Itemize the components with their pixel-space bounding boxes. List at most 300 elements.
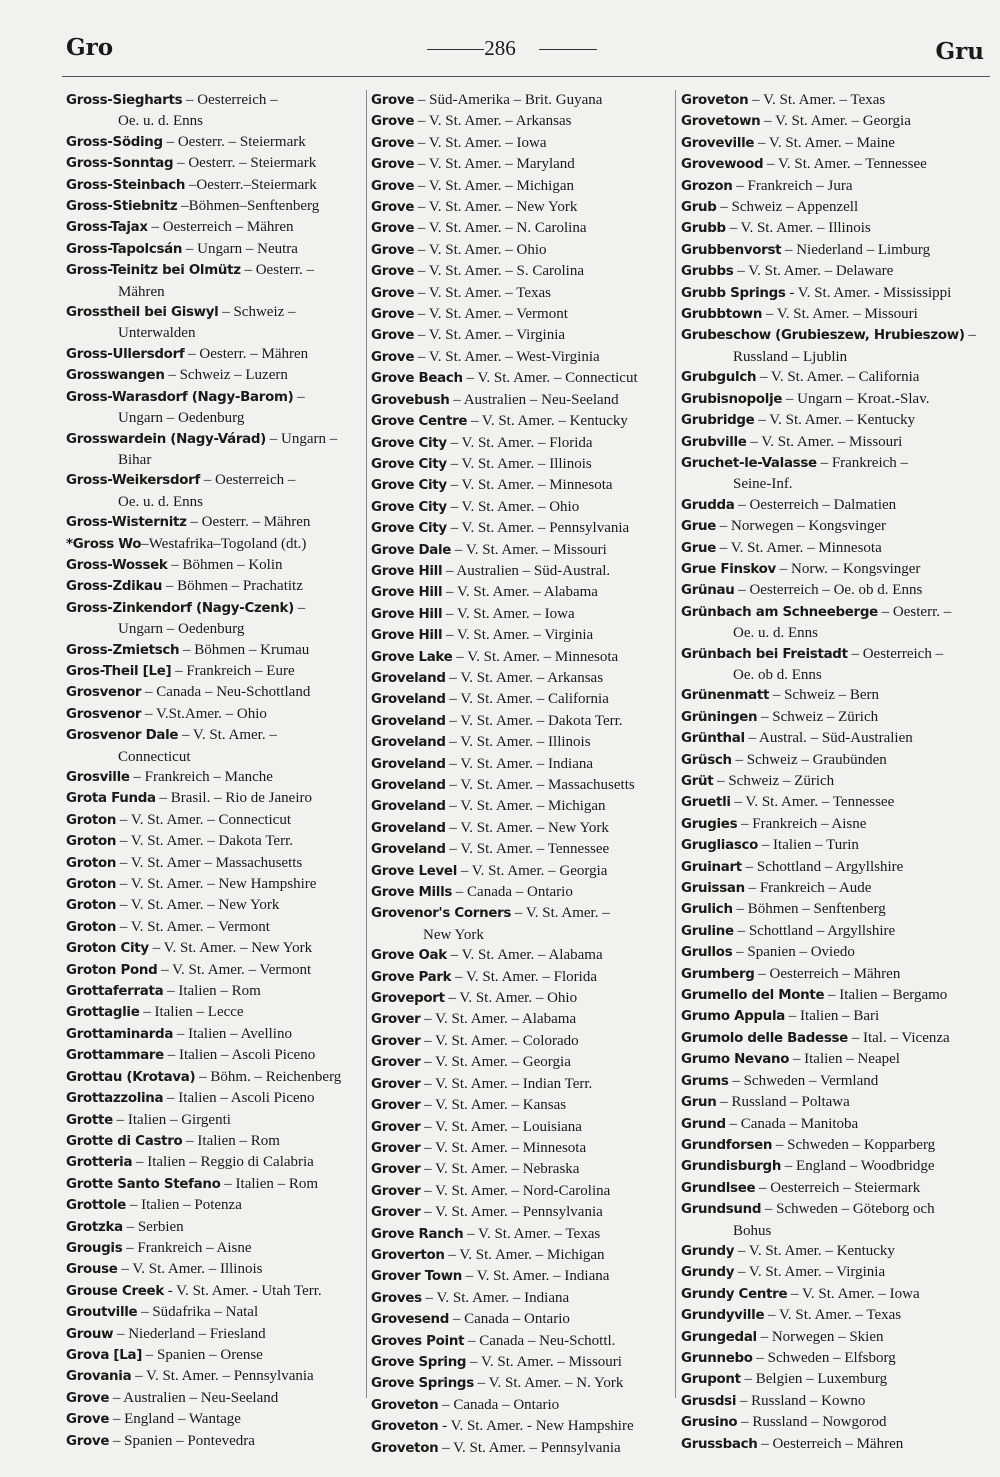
entry-location: – V. St. Amer. – Nebraska <box>420 1161 580 1178</box>
entry-headword: Grüningen <box>681 709 758 725</box>
entry-location: – V. St. Amer. – Arkansas <box>445 669 604 686</box>
entry-continuation: Ungarn – Oedenburg <box>118 410 245 427</box>
entry-headword: Grubbs <box>681 264 734 280</box>
entry-continuation: Oe. u. d. Enns <box>733 625 818 642</box>
entry <box>66 1024 362 1045</box>
entry <box>371 1031 667 1052</box>
entry-location: – Ungarn – Neutra <box>182 240 298 257</box>
entry-headword: Gross-Warasdorf (Nagy-Barom) <box>66 389 294 405</box>
entry-headword: Grubbtown <box>681 307 763 323</box>
entry <box>681 1178 986 1199</box>
entry-location: – Böhmen – Prachatitz <box>162 578 303 595</box>
entry-headword: Grubisnopolje <box>681 391 783 407</box>
entry-headword: Groveland <box>371 756 446 772</box>
entry <box>66 153 362 174</box>
entry-location: – Brasil. – Rio de Janeiro <box>155 790 312 807</box>
entry-continuation: Mähren <box>118 283 165 300</box>
entry-headword: Groton Pond <box>66 962 158 978</box>
entry <box>66 1345 362 1366</box>
entry-headword: Grove <box>371 135 415 151</box>
entry <box>66 1131 362 1152</box>
entry <box>371 1373 667 1394</box>
entry <box>371 111 667 132</box>
entry-location: – Schweden – Vermland <box>728 1072 879 1089</box>
entry-headword: Grottau (Krotava) <box>66 1069 196 1085</box>
entry-headword: Grubridge <box>681 413 755 429</box>
page-number: 286 <box>484 36 516 60</box>
entry-headword: Gross-Sonntag <box>66 156 174 172</box>
entry-headword: Grove City <box>371 456 447 472</box>
entry-headword: Groton <box>66 855 117 871</box>
entry-headword: Grove <box>66 1390 110 1406</box>
entry-location: –Oesterr.–Steiermark <box>185 176 317 193</box>
entry-headword: Grover <box>371 1055 421 1071</box>
entry-headword: Grottammare <box>66 1048 164 1064</box>
entry-location: – Norw. – Kongsvinger <box>776 560 921 577</box>
entry-continuation: Oe. ob d. Enns <box>733 666 822 683</box>
entry-location: – V. St. Amer. – Tennessee <box>445 841 610 858</box>
entry-continuation: Russland – Ljublin <box>733 348 848 365</box>
entry <box>371 1352 667 1373</box>
entry-location: – Canada – Ontario <box>449 1311 570 1328</box>
entry-location: – Canada – Ontario <box>452 884 573 901</box>
entry <box>66 661 362 682</box>
entry-headword: Grova [La] <box>66 1347 143 1363</box>
entry-location: – Oesterr. – <box>240 262 315 279</box>
entry <box>681 1156 986 1177</box>
entry-location: – V. St. Amer. – Maine <box>754 134 895 151</box>
entry <box>681 133 986 154</box>
entry-location: – Schottland – Argyllshire <box>741 858 904 875</box>
entry-headword: Gross-Söding <box>66 134 163 150</box>
entry-headword: Grugies <box>681 816 738 832</box>
entry <box>681 602 986 644</box>
entry-location: – V. St. Amer. – N. York <box>473 1375 624 1392</box>
entry <box>371 475 667 496</box>
entry-headword: *Gross Wo <box>66 536 142 552</box>
entry-location: – Spanien – Oviedo <box>732 944 855 961</box>
entry-location: – V. St. Amer. – Texas <box>764 1307 902 1324</box>
entry <box>681 1412 986 1433</box>
entry <box>66 960 362 981</box>
entry <box>681 964 986 985</box>
entry <box>371 711 667 732</box>
entry <box>66 1366 362 1387</box>
entry-headword: Grundy Centre <box>681 1286 788 1302</box>
entry-location: – V. St. Amer. – Dakota Terr. <box>116 833 294 850</box>
entry <box>681 304 986 325</box>
entry <box>371 1117 667 1138</box>
entry-location: – Südafrika – Natal <box>137 1304 259 1321</box>
entry-headword: Grünbach am Schneeberge <box>681 604 878 620</box>
entry-location: – Böhm. – Reichenberg <box>195 1068 342 1085</box>
entry-headword: Grubbenvorst <box>681 242 782 258</box>
entry <box>66 1238 362 1259</box>
entry-continuation: Oe. u. d. Enns <box>118 113 203 130</box>
entry-location: – Oesterreich – <box>199 472 296 489</box>
entry-headword: Grove Spring <box>371 1354 467 1370</box>
entry-headword: Grove <box>371 221 415 237</box>
entry-location: – V. St. Amer. – N. Carolina <box>414 220 587 237</box>
entry-headword: Grover Town <box>371 1269 463 1285</box>
entry-location: – V. St. Amer. – Dakota Terr. <box>445 712 623 729</box>
entry <box>681 644 986 686</box>
entry <box>681 538 986 559</box>
entry-location: – Italien – Rom <box>220 1175 319 1192</box>
entry-location: – Italien – Rom <box>182 1132 280 1149</box>
entry <box>681 495 986 516</box>
entry-headword: Grove <box>371 285 415 301</box>
entry-location: – Oesterr. – Steiermark <box>173 155 317 172</box>
entry-headword: Grumo Appula <box>681 1009 786 1025</box>
entry-location: – V. St. Amer. – Minnesota <box>446 477 613 494</box>
entry-headword: Grumo Nevano <box>681 1052 790 1068</box>
entry-headword: Grun <box>681 1095 717 1111</box>
entry-headword: Grove <box>66 1412 110 1428</box>
entry <box>681 707 986 728</box>
entry <box>371 1309 667 1330</box>
entry-location: – V. St. Amer. – Kansas <box>420 1097 567 1114</box>
entry <box>681 325 986 367</box>
entry-location: – V. St. Amer. – Colorado <box>420 1032 579 1049</box>
entry-headword: Gross-Teinitz bei Olmütz <box>66 263 241 279</box>
entry <box>681 792 986 813</box>
entry-location: – Böhmen – Senftenberg <box>732 901 886 918</box>
entry-location: – Russland – Kowno <box>736 1392 866 1409</box>
entry-headword: Grotteria <box>66 1155 133 1171</box>
entry <box>66 365 362 386</box>
entry-headword: Grove <box>371 93 415 108</box>
entry <box>371 561 667 582</box>
entry-headword: Grover <box>371 1140 421 1156</box>
entry-location: – Italien – Rom <box>163 983 261 1000</box>
entry <box>371 518 667 539</box>
entry-location: – England – Woodbridge <box>781 1158 935 1175</box>
entry <box>681 1305 986 1326</box>
entry-location: – V. St. Amer. – Connecticut <box>116 811 292 828</box>
entry <box>681 1006 986 1027</box>
entry-location: – V. St. Amer. – Michigan <box>414 177 574 194</box>
entry-headword: Grove Dale <box>371 542 452 558</box>
entry-headword: Grundyville <box>681 1308 765 1324</box>
entry-location: – V. St. Amer. – Pennsylvania <box>420 1204 603 1221</box>
entry <box>371 1009 667 1030</box>
entry-headword: Grosvenor <box>66 685 142 701</box>
entry-headword: Grundy <box>681 1265 735 1281</box>
entry-location: – <box>293 388 305 405</box>
entry <box>681 878 986 899</box>
entry <box>371 1288 667 1309</box>
entry <box>371 433 667 454</box>
entry-headword: Grove Lake <box>371 649 453 665</box>
entry <box>371 1138 667 1159</box>
entry-headword: Groves Point <box>371 1333 465 1349</box>
entry-headword: Grovebush <box>371 392 450 408</box>
entry <box>681 410 986 431</box>
entry-headword: Groveland <box>371 735 446 751</box>
entry-location: – Schweiz – Zürich <box>713 773 835 789</box>
entry-headword: Gross-Zmietsch <box>66 642 180 658</box>
entry <box>66 895 362 916</box>
entry-location: – Schweiz – <box>218 304 296 321</box>
entry-headword: Grundy <box>681 1243 735 1259</box>
entry-headword: Gross-Steinbach <box>66 177 186 193</box>
entry-headword: Grove Oak <box>371 948 447 964</box>
entry-headword: Grundforsen <box>681 1137 773 1153</box>
entry-headword: Grover <box>371 1205 421 1221</box>
entry-headword: Groveland <box>371 713 446 729</box>
entry <box>66 429 362 471</box>
entry-location: – V. St. Amer – Massachusetts <box>116 854 303 871</box>
entry-headword: Grove City <box>371 499 447 515</box>
entry <box>681 283 986 304</box>
entry-headword: Groton <box>66 898 117 914</box>
entry-location: – V.St.Amer. – Ohio <box>141 705 267 722</box>
entry-headword: Grupont <box>681 1372 741 1388</box>
entry <box>371 582 667 603</box>
entry <box>681 154 986 175</box>
entry-headword: Grumello del Monte <box>681 988 825 1004</box>
entry <box>66 1195 362 1216</box>
entry-location: – Russland – Poltawa <box>716 1094 850 1111</box>
entry-location: –Böhmen–Senftenberg <box>177 198 320 215</box>
entry-location: – Schweiz – Luzern <box>164 367 288 384</box>
entry-headword: Grouse Creek <box>66 1283 164 1299</box>
entry-location: – V. St. Amer. – Missouri <box>466 1353 622 1370</box>
entry-headword: Groton City <box>66 941 149 957</box>
entry-continuation: Unterwalden <box>118 325 196 342</box>
entry <box>371 1095 667 1116</box>
entry-location: – V. St. Amer. – Minnesota <box>716 539 882 556</box>
entry <box>66 1281 362 1302</box>
entry-headword: Grove <box>371 307 415 323</box>
entry-location: – Spanien – Pontevedra <box>109 1432 255 1449</box>
entry <box>681 942 986 963</box>
entry <box>681 1135 986 1156</box>
entry-location: – Schweden – Kopparberg <box>772 1136 936 1153</box>
entry-location: - V. St. Amer. - New Hampshire <box>438 1418 634 1435</box>
entry-location: – Frankreich – Manche <box>129 769 273 785</box>
entry <box>66 788 362 809</box>
entry-location: – V. St. Amer. – Ohio <box>444 990 578 1007</box>
entry-continuation: Bihar <box>118 451 152 468</box>
entry-location: – V. St. Amer. – Minnesota <box>452 648 619 665</box>
entry-location: – Australien – Neu-Seeland <box>449 391 619 408</box>
entry <box>66 217 362 238</box>
entry-location: – Niederland – Friesland <box>113 1325 266 1342</box>
entry-headword: Gruline <box>681 923 734 939</box>
entry-headword: Groveton <box>371 1397 439 1413</box>
entry <box>66 704 362 725</box>
entry <box>66 874 362 895</box>
entry-location: – V. St. Amer. – Illinois <box>117 1261 263 1278</box>
entry-location: – V. St. Amer. – New York <box>445 819 609 836</box>
entry <box>371 903 667 945</box>
entry <box>681 685 986 706</box>
entry-location: – V. St. Amer. – Vermont <box>116 918 270 935</box>
entry-location: – V. St. Amer. – Vermont <box>157 961 312 978</box>
entry-continuation: Connecticut <box>118 748 191 765</box>
entry-location: – Schweiz – Appenzell <box>716 199 859 216</box>
entry-location: – Austral. – Süd-Australien <box>744 730 913 747</box>
entry-headword: Groveland <box>371 799 446 815</box>
header-rule <box>62 76 990 77</box>
entry-location: – V. St. Amer. – Indiana <box>421 1289 570 1306</box>
entry-headword: Groveland <box>371 842 446 858</box>
entry <box>371 967 667 988</box>
entry-location: – V. St. Amer. – New York <box>414 199 578 216</box>
entry-location: – V. St. Amer. – Texas <box>748 92 886 108</box>
entry <box>66 725 362 767</box>
entry-location: – V. St. Amer. – California <box>756 369 920 386</box>
entry-location: – Oesterr. – Mähren <box>184 345 309 362</box>
entry-headword: Gross-Zinkendorf (Nagy-Czenk) <box>66 600 294 616</box>
entry-headword: Grove Hill <box>371 563 443 579</box>
entry-headword: Grove City <box>371 435 447 451</box>
entry-headword: Grover <box>371 1119 421 1135</box>
entry-headword: Grünenmatt <box>681 688 770 704</box>
entry-headword: Grottazzolina <box>66 1091 164 1107</box>
entry <box>371 261 667 282</box>
entry-location: – V. St. Amer. – <box>178 727 277 744</box>
entry <box>681 240 986 261</box>
entry-location: – V. St. Amer. – Virginia <box>414 327 566 344</box>
entry <box>681 197 986 218</box>
entry <box>66 387 362 429</box>
entry <box>681 771 986 792</box>
entry <box>66 1067 362 1088</box>
entry <box>681 1092 986 1113</box>
entry-location: – V. St. Amer. – Pennsylvania <box>446 520 630 537</box>
entry-headword: Grundsund <box>681 1202 762 1218</box>
entry <box>66 1217 362 1238</box>
entry <box>681 1369 986 1390</box>
entry-location: – Schweiz – Bern <box>769 687 880 704</box>
entry-headword: Gross-Wisternitz <box>66 515 187 531</box>
entry <box>371 325 667 346</box>
entry <box>371 1438 667 1459</box>
entry-continuation: Seine-Inf. <box>733 476 793 493</box>
entry-headword: Grunnebo <box>681 1350 753 1366</box>
entry-location: – Oesterr. – Steiermark <box>162 133 306 150</box>
entry <box>66 917 362 938</box>
entry <box>371 818 667 839</box>
entry <box>66 576 362 597</box>
entry-location: – Spanien – Orense <box>142 1346 263 1363</box>
entry <box>681 728 986 749</box>
entry-location: – V. St. Amer. – Tennessee <box>730 794 895 811</box>
entry-location: – V. St. Amer. – <box>511 905 610 922</box>
entry-headword: Grosvenor <box>66 706 142 722</box>
entry-location: – Australien – Süd-Austral. <box>442 562 611 579</box>
entry-headword: Grullos <box>681 945 733 961</box>
entry <box>66 938 362 959</box>
entry-location: – Oesterreich – <box>182 92 278 108</box>
entry-location: – Italien – Ascoli Piceno <box>163 1047 316 1064</box>
entry-headword: Grottole <box>66 1198 127 1214</box>
entry-location: – V. St. Amer. – Connecticut <box>462 370 638 387</box>
entry <box>681 1028 986 1049</box>
entry-location: – V. St. Amer. – Iowa <box>414 134 547 151</box>
entry-location: – Schweiz – Graubünden <box>731 751 887 768</box>
entry <box>66 853 362 874</box>
entry-headword: Grovetown <box>681 114 761 130</box>
entry-headword: Grove Springs <box>371 1376 474 1392</box>
entry-location: – V. St. Amer. – Florida <box>446 434 593 451</box>
entry-headword: Grove City <box>371 521 447 537</box>
entry-location: – Oesterreich – Steiermark <box>755 1179 921 1196</box>
entry-headword: Groton <box>66 877 117 893</box>
entry-headword: Grungedal <box>681 1329 757 1345</box>
entry-headword: Gross-Zdikau <box>66 579 163 595</box>
entry <box>66 1152 362 1173</box>
entry-location: – V. St. Amer. – Indian Terr. <box>420 1075 593 1092</box>
entry-headword: Grover <box>371 1098 421 1114</box>
entry-location: – Italien – Reggio di Calabria <box>132 1154 314 1171</box>
entry-headword: Groveton <box>681 93 749 108</box>
entry-location: – Oesterreich – Oe. ob d. Enns <box>734 582 923 599</box>
entry <box>66 555 362 576</box>
entry <box>681 1262 986 1283</box>
entry-headword: Grotte <box>66 1112 113 1128</box>
entry <box>681 1049 986 1070</box>
entry <box>681 453 986 495</box>
entry-location: – V. St. Amer. – New York <box>116 897 280 914</box>
entry-headword: Grüt <box>681 774 714 789</box>
entry-location: – Frankreich – Aisne <box>122 1239 252 1256</box>
entry-location: – Böhmen – Krumau <box>179 641 310 658</box>
entry <box>681 1327 986 1348</box>
entry-headword: Groton <box>66 812 117 828</box>
entry <box>681 1241 986 1262</box>
entry <box>681 176 986 197</box>
entry-headword: Grove <box>371 200 415 216</box>
entry <box>681 921 986 942</box>
entry-headword: Grünbach bei Freistadt <box>681 646 848 662</box>
entry-location: – V. St. Amer. – Ohio <box>446 498 580 515</box>
entry-headword: Grotte Santo Stefano <box>66 1176 221 1192</box>
entry-location: – Ungarn – Kroat.-Slav. <box>782 390 930 407</box>
entry-location: – Oesterreich – Mähren <box>757 1435 904 1452</box>
entry <box>371 390 667 411</box>
entry <box>681 1114 986 1135</box>
entry-location: – Oesterreich – <box>847 645 944 662</box>
entry <box>371 283 667 304</box>
entry <box>66 810 362 831</box>
entry <box>371 988 667 1009</box>
entry <box>371 945 667 966</box>
entry <box>681 516 986 537</box>
column-1 <box>66 90 362 1452</box>
entry <box>681 389 986 410</box>
entry-location: – V. St. Amer. – Nord-Carolina <box>420 1182 611 1199</box>
entry-location: – V. St. Amer. – Missouri <box>451 541 607 558</box>
entry <box>66 981 362 1002</box>
entry <box>66 302 362 344</box>
entry <box>371 668 667 689</box>
entry-headword: Gross-Wossek <box>66 557 168 573</box>
entry-location: – V. St. Amer. – Texas <box>414 284 551 301</box>
entry-location: – V. St. Amer. – Kentucky <box>467 413 628 430</box>
entry-location: – Norwegen – Skien <box>756 1328 884 1345</box>
entry <box>66 1409 362 1430</box>
entry-location: – Italien – Ascoli Piceno <box>163 1090 315 1107</box>
entry <box>681 90 986 111</box>
entry-location: – V. St. Amer. – Texas <box>463 1225 601 1242</box>
entry-headword: Grove Hill <box>371 585 443 601</box>
entry-headword: Gross-Ullersdorf <box>66 346 185 362</box>
entry-headword: Gross-Weikersdorf <box>66 473 200 489</box>
